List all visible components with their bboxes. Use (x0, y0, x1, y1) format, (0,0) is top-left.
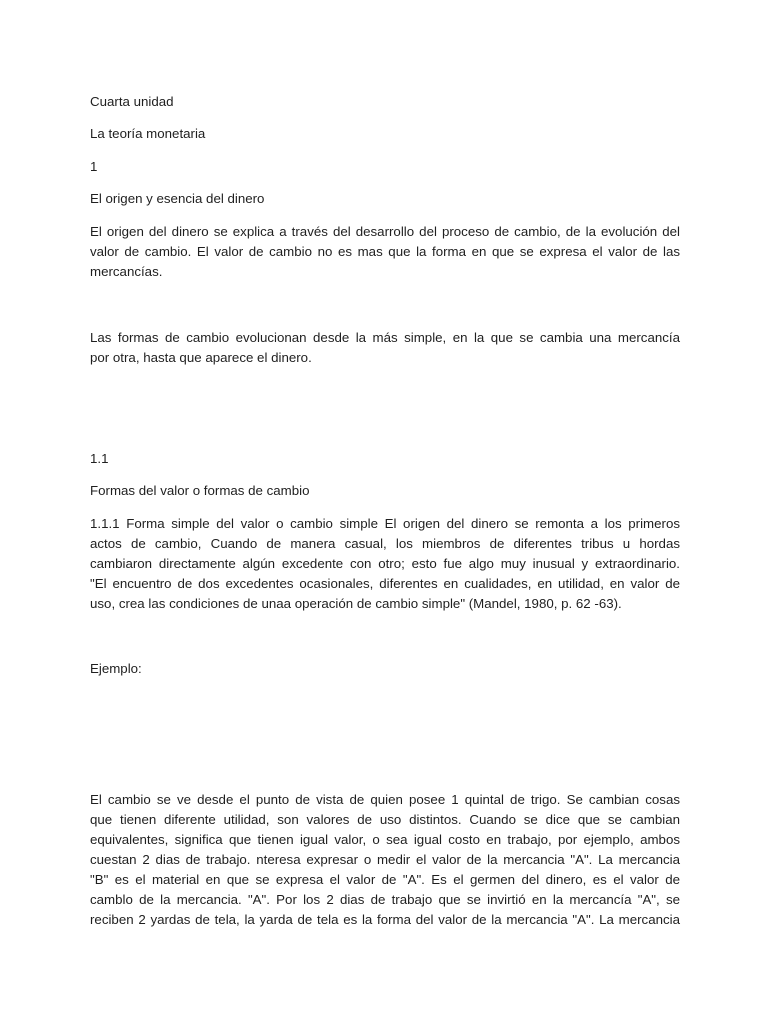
paragraph-line: El cambio se ve desde el punto de vista de quien posee 1 quintal de trigo. Se cambian cosas (90, 792, 680, 807)
subsection-title: Formas del valor o formas de cambio (90, 483, 310, 498)
paragraph-line: cambiaron directamente algún excedente con otro; esto fue algo muy inusual y extraordinario. (90, 556, 680, 571)
example-label: Ejemplo: (90, 661, 142, 676)
paragraph-line: equivalentes, significa que tienen igual valor, o sea igual costo en trabajo, por ejemplo, ambos (90, 832, 680, 847)
theory-heading: La teoría monetaria (90, 126, 206, 141)
paragraph-line: actos de cambio, Cuando de manera casual, los miembros de diferentes tribus u hordas (90, 536, 680, 551)
paragraph-line: valor de cambio. El valor de cambio no es mas que la forma en que se expresa el valor de las (90, 244, 680, 259)
paragraph-line: reciben 2 yardas de tela, la yarda de tela es la forma del valor de la mercancia "A". La mercancia (90, 912, 680, 927)
paragraph-line: cuestan 2 dias de trabajo. nteresa expresar o medir el valor de la mercancia "A". La mercancia (90, 852, 680, 867)
paragraph-line: por otra, hasta que aparece el dinero. (90, 350, 312, 365)
subsection-number: 1.1 (90, 451, 109, 466)
section-number: 1 (90, 159, 98, 174)
paragraph-line: 1.1.1 Forma simple del valor o cambio simple El origen del dinero se remonta a los primeros (90, 516, 680, 531)
paragraph-line: "B" es el material en que se expresa el valor de "A". Es el germen del dinero, es el valor de (90, 872, 680, 887)
paragraph-line: mercancías. (90, 264, 163, 279)
paragraph-line: que tienen diferente utilidad, son valores de uso distintos. Cuando se dice que se cambian (90, 812, 680, 827)
paragraph-line: Las formas de cambio evolucionan desde la más simple, en la que se cambia una mercancía (90, 330, 680, 345)
section-title: El origen y esencia del dinero (90, 191, 265, 206)
paragraph-line: "El encuentro de dos excedentes ocasionales, diferentes en cualidades, en utilidad, en valor de (90, 576, 680, 591)
paragraph-line: El origen del dinero se explica a través del desarrollo del proceso de cambio, de la evolución del (90, 224, 680, 239)
paragraph-line: uso, crea las condiciones de unaa operación de cambio simple" (Mandel, 1980, p. 62 -63). (90, 596, 622, 611)
paragraph-line: camblo de la mercancia. "A". Por los 2 dias de trabajo que se invirtió en la mercancía "A", se (90, 892, 680, 907)
unit-heading: Cuarta unidad (90, 94, 174, 109)
